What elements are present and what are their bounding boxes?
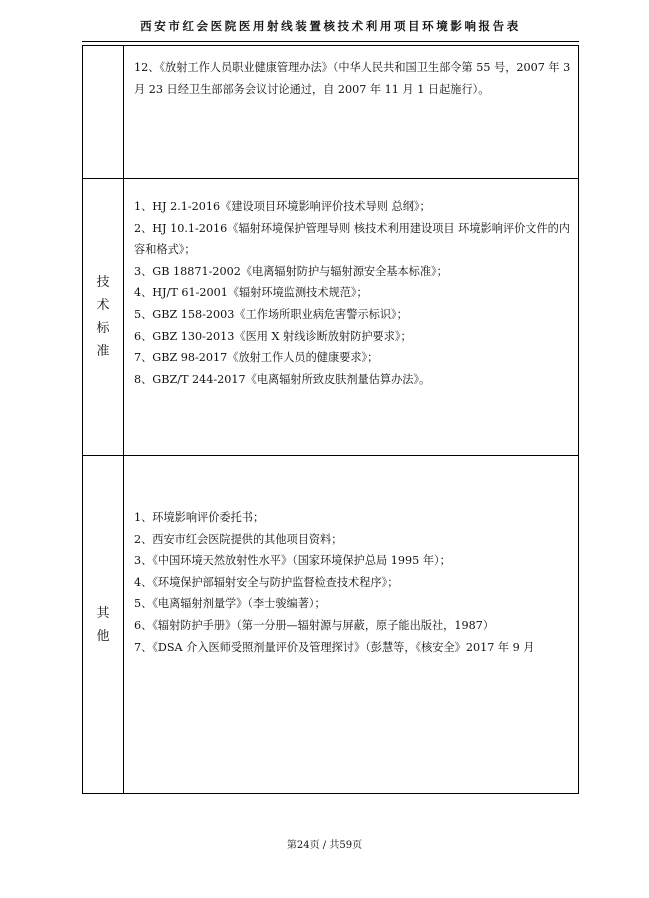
list-item: 2、HJ 10.1-2016《辐射环境保护管理导则 核技术利用建设项目 环境影响评价文件的内容和格式》； — [134, 221, 571, 257]
page-number: 第24页 / 共59页 — [286, 840, 363, 851]
list-item: 5、《电离辐射剂量学》（李士骏编著）； — [134, 597, 326, 611]
table-row-other — [83, 456, 579, 794]
list-item: 6、《辐射防护手册》（第一分册—辐射源与屏蔽，原子能出版社，1987） — [134, 618, 495, 632]
list-item: 1、环境影响评价委托书； — [134, 511, 265, 524]
header-rule — [82, 41, 579, 42]
label-char: 标 — [96, 321, 110, 336]
list-item: 7、《DSA 介入医师受照剂量评价及管理探讨》（彭慧等，《核安全》2017 年 9 月 — [134, 640, 535, 654]
row-content-cell — [124, 46, 579, 179]
list-item: 3、GB 18871-2002《电离辐射防护与辐射源安全基本标准》； — [134, 264, 448, 278]
label-char: 他 — [96, 628, 110, 644]
list-item: 4、HJ/T 61-2001《辐射环境监测技术规范》； — [134, 286, 368, 300]
list-item: 2、西安市红会医院提供的其他项目资料； — [134, 532, 343, 546]
label-char: 技 — [96, 275, 110, 290]
row-label-cell — [83, 456, 124, 794]
list-item: 1、HJ 2.1-2016《建设项目环境影响评价技术导则 总纲》； — [134, 200, 431, 213]
other-references-list — [124, 456, 578, 664]
list-item: 7、GBZ 98-2017《放射工作人员的健康要求》； — [134, 351, 379, 365]
reference-table — [82, 45, 579, 794]
list-item: 3、《中国环境天然放射性水平》（国家环境保护总局 1995 年）； — [134, 554, 451, 568]
label-char: 其 — [96, 605, 110, 621]
list-item: 4、《环境保护部辐射安全与防护监督检查技术程序》； — [134, 575, 399, 589]
row-label-technical-standards — [83, 271, 123, 363]
list-item: 6、GBZ 130-2013《医用 X 射线诊断放射防护要求》； — [134, 329, 412, 343]
row-label-cell — [83, 46, 124, 179]
technical-standards-list — [124, 179, 578, 396]
row-content-cell — [124, 179, 579, 456]
regulations-list — [124, 46, 578, 106]
page-header-title: 西安市红会医院医用射线装置核技术利用项目环境影响报告表 — [140, 19, 521, 33]
table-row-regulations — [83, 46, 579, 179]
list-item: 5、GBZ 158-2003《工作场所职业病危害警示标识》； — [134, 307, 408, 321]
table-row-technical-standards — [83, 179, 579, 456]
list-item: 12、《放射工作人员职业健康管理办法》（中华人民共和国卫生部令第 55 号，2007 年 3 月 23 日经卫生部部务会议讨论通过，自 2007 年 11 月 1 日起施行）。 — [134, 61, 571, 96]
row-label-cell — [83, 179, 124, 456]
label-char: 准 — [96, 344, 110, 359]
label-char: 术 — [96, 298, 110, 313]
list-item: 8、GBZ/T 244-2017《电离辐射所致皮肤剂量估算办法》。 — [134, 372, 431, 386]
row-content-cell — [124, 456, 579, 794]
row-label-other — [83, 602, 123, 648]
